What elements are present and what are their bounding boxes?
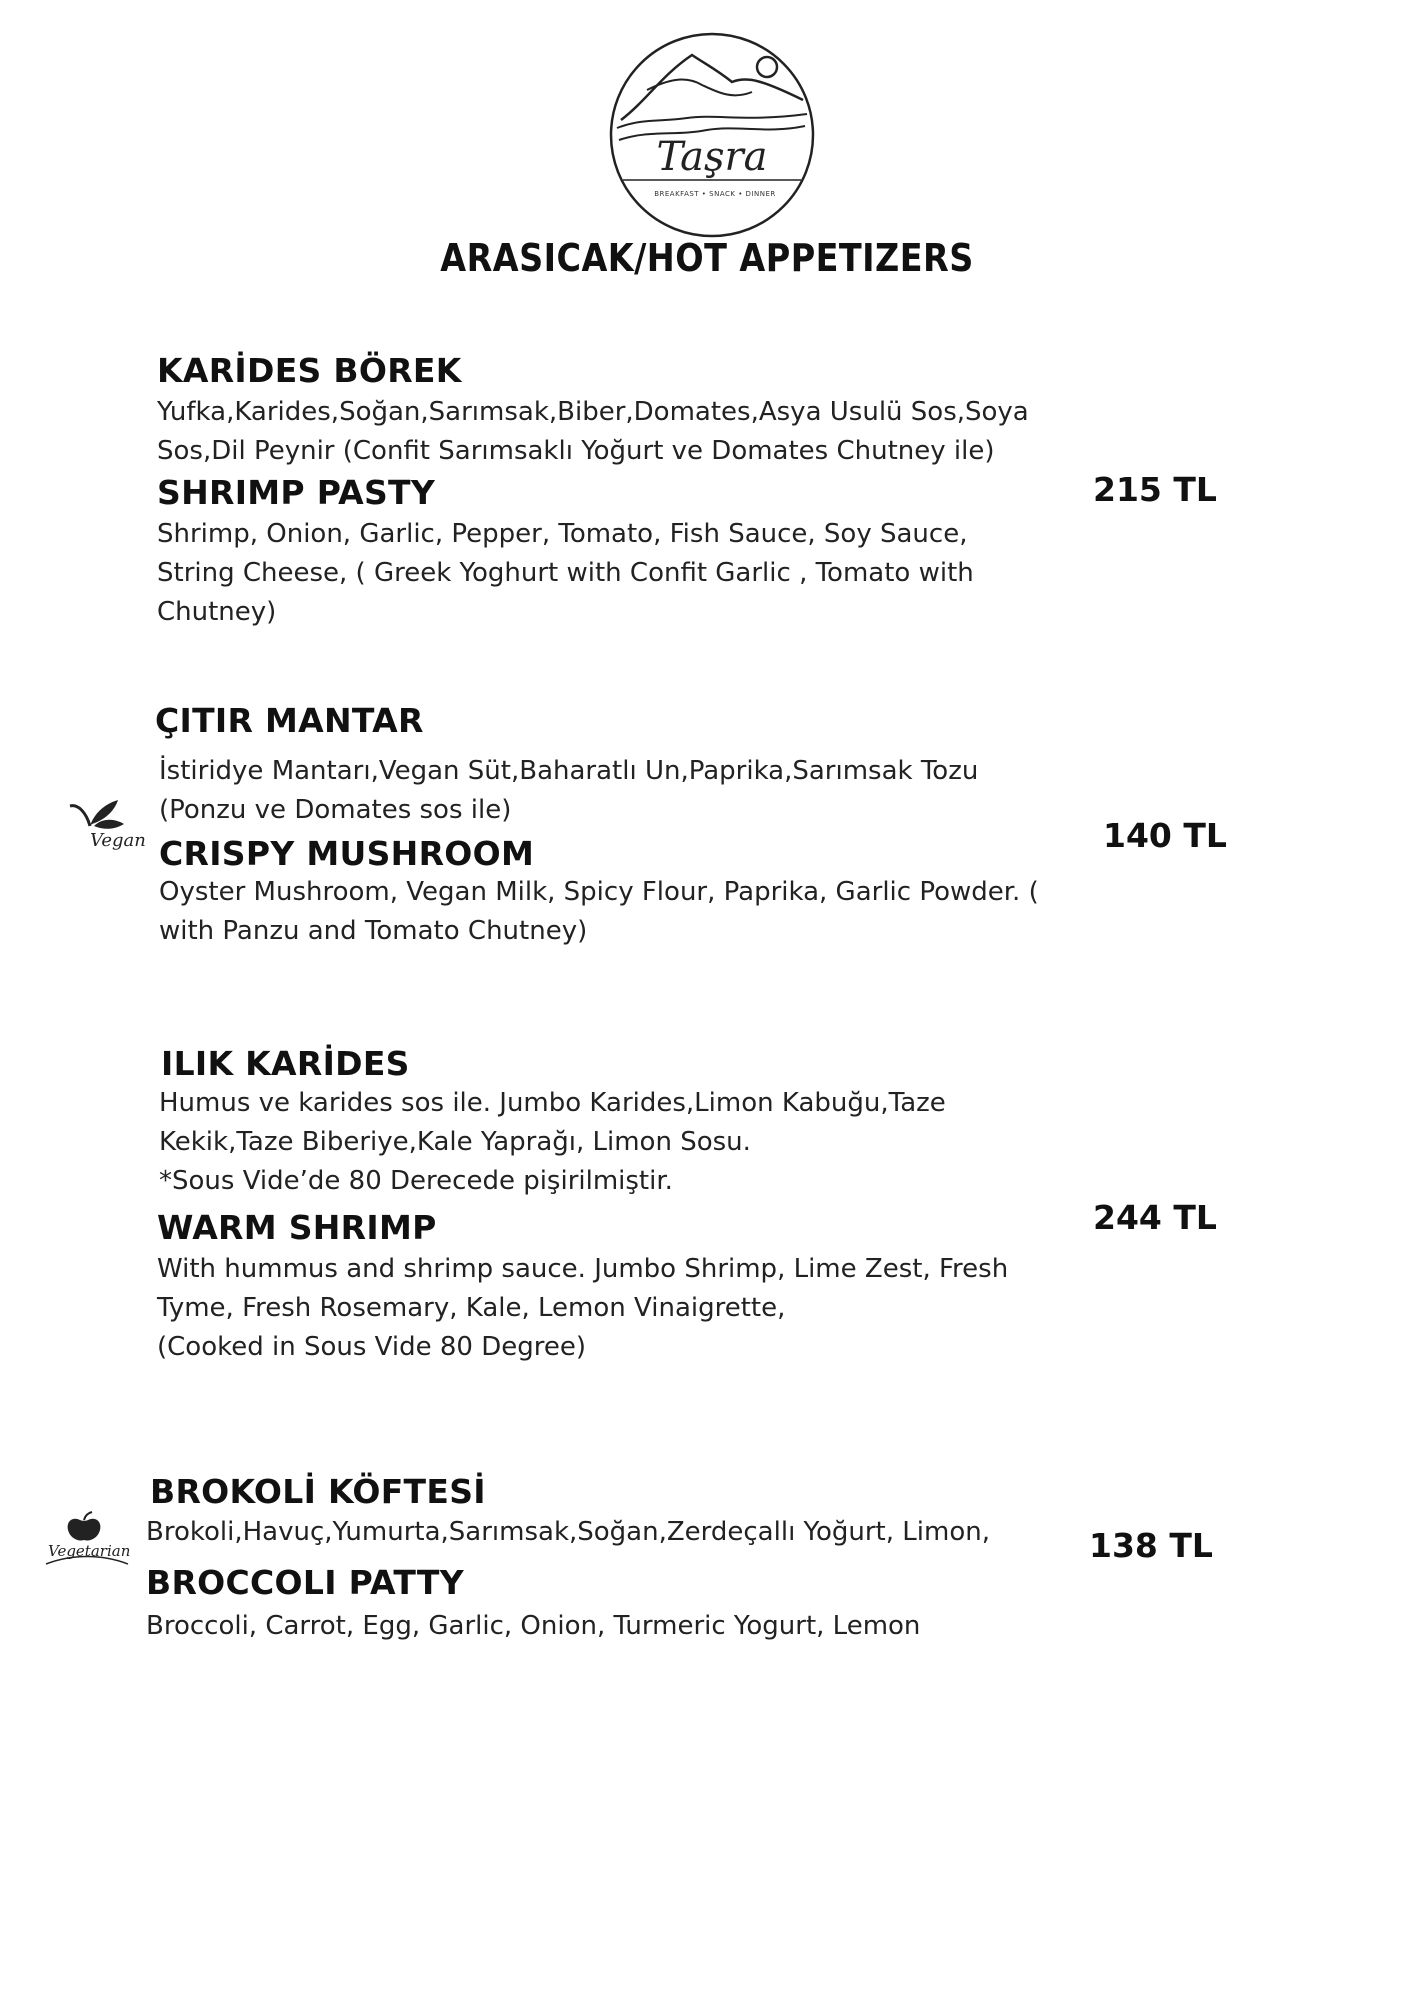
item-description-tr: (Ponzu ve Domates sos ile) xyxy=(159,795,512,825)
item-description-en: Chutney) xyxy=(157,597,277,627)
item-name-en: SHRIMP PASTY xyxy=(157,473,436,512)
page-title: ARASICAK/HOT APPETIZERS xyxy=(440,236,974,280)
item-name-tr: BROKOLİ KÖFTESİ xyxy=(150,1472,486,1511)
item-name-tr: KARİDES BÖREK xyxy=(157,351,462,390)
item-price: 215 TL xyxy=(1093,470,1217,509)
item-name-tr: ÇITIR MANTAR xyxy=(155,701,424,740)
item-description-tr: Kekik,Taze Biberiye,Kale Yaprağı, Limon Sosu. xyxy=(159,1127,751,1157)
item-description-en: Oyster Mushroom, Vegan Milk, Spicy Flour, Paprika, Garlic Powder. ( xyxy=(159,877,1039,907)
badge-label: Vegan xyxy=(90,830,146,851)
item-description-en: (Cooked in Sous Vide 80 Degree) xyxy=(157,1332,586,1362)
badge-label: Vegetarian xyxy=(48,1542,131,1560)
item-description-tr: Sos,Dil Peynir (Confit Sarımsaklı Yoğurt ve Domates Chutney ile) xyxy=(157,436,995,466)
item-name-en: CRISPY MUSHROOM xyxy=(159,834,535,873)
apple-icon xyxy=(42,1510,132,1570)
item-description-tr: Brokoli,Havuç,Yumurta,Sarımsak,Soğan,Zerdeçallı Yoğurt, Limon, xyxy=(146,1517,990,1547)
logo-tagline: BREAKFAST • SNACK • DINNER xyxy=(654,190,776,198)
item-price: 244 TL xyxy=(1093,1198,1217,1237)
item-price: 138 TL xyxy=(1089,1526,1213,1565)
restaurant-logo xyxy=(607,30,817,240)
item-name-tr: ILIK KARİDES xyxy=(161,1044,410,1083)
item-description-tr: İstiridye Mantarı,Vegan Süt,Baharatlı Un,Paprika,Sarımsak Tozu xyxy=(159,756,979,786)
item-description-en: with Panzu and Tomato Chutney) xyxy=(159,916,588,946)
item-description-tr: Yufka,Karides,Soğan,Sarımsak,Biber,Domates,Asya Usulü Sos,Soya xyxy=(157,397,1029,427)
item-price: 140 TL xyxy=(1103,816,1227,855)
vegetarian-badge xyxy=(42,1510,132,1570)
item-description-en: Tyme, Fresh Rosemary, Kale, Lemon Vinaigrette, xyxy=(157,1293,786,1323)
item-name-en: BROCCOLI PATTY xyxy=(146,1563,464,1602)
item-description-en: Shrimp, Onion, Garlic, Pepper, Tomato, Fish Sauce, Soy Sauce, xyxy=(157,519,968,549)
item-description-tr: *Sous Vide’de 80 Derecede pişirilmiştir. xyxy=(159,1166,673,1196)
item-description-en: With hummus and shrimp sauce. Jumbo Shrimp, Lime Zest, Fresh xyxy=(157,1254,1009,1284)
logo-wordmark: Taşra xyxy=(656,134,768,180)
item-description-en: String Cheese, ( Greek Yoghurt with Confit Garlic , Tomato with xyxy=(157,558,974,588)
item-name-en: WARM SHRIMP xyxy=(157,1208,437,1247)
vegan-badge xyxy=(64,796,146,858)
item-description-en: Broccoli, Carrot, Egg, Garlic, Onion, Turmeric Yogurt, Lemon xyxy=(146,1611,921,1641)
item-description-tr: Humus ve karides sos ile. Jumbo Karides,Limon Kabuğu,Taze xyxy=(159,1088,946,1118)
logo-emblem xyxy=(607,30,817,240)
